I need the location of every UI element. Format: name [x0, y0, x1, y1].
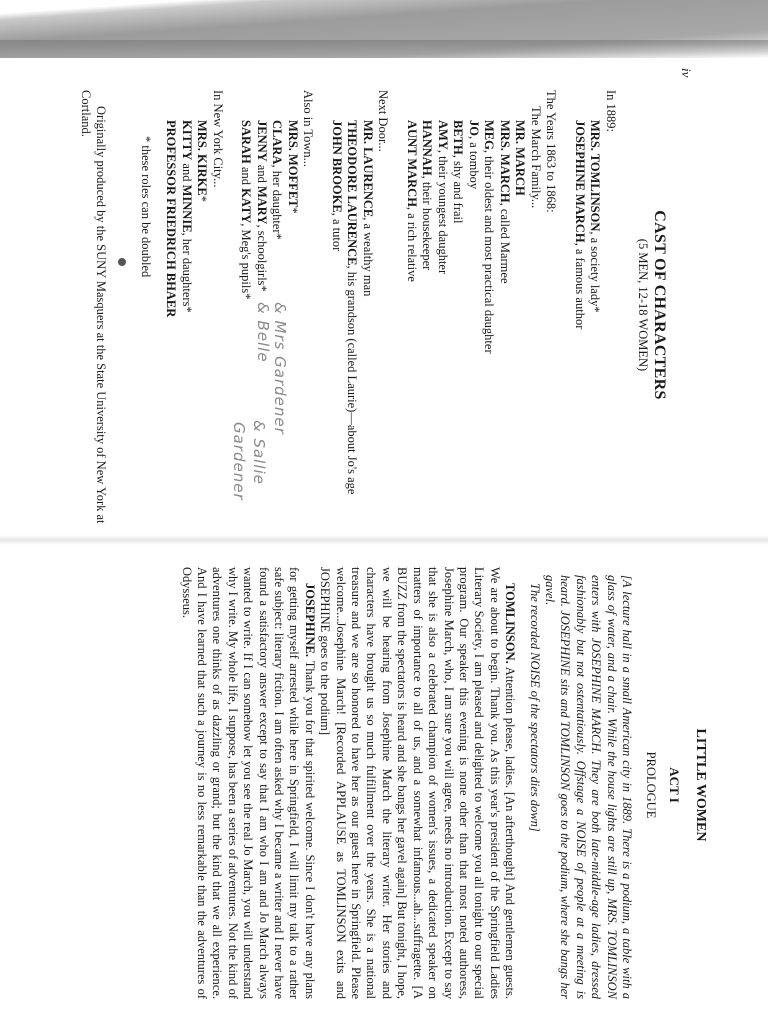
cast-entry: MR. MARCH: [513, 120, 528, 196]
prologue-page: [28, 555, 718, 1015]
cast-entry: HANNAH, their housekeeper: [420, 120, 435, 271]
speaker-name: JOSEPHINE.: [302, 583, 317, 657]
section-heading-1889: In 1889:: [604, 90, 618, 133]
dialogue: [178, 567, 317, 999]
scan-shadow: [0, 40, 768, 58]
cast-entry: PROFESSOR FRIEDRICH BHAER: [164, 120, 179, 318]
cast-entry: MEG, their oldest and most practical daughter: [482, 120, 497, 354]
stage-direction: The recorded NOISE of the spectators dies down]: [527, 583, 542, 832]
group-heading-march: The March Family...: [529, 106, 543, 209]
cast-entry: KITTY and MINNIE, her daughters*: [180, 120, 194, 313]
section-heading-1863: The Years 1863 to 1868:: [544, 90, 559, 213]
group-heading-next-door: Next Door...: [376, 90, 391, 152]
cast-page: [10, 70, 700, 540]
cast-entry: MRS. MOFFET*: [286, 120, 300, 214]
page-number: iv: [679, 68, 694, 78]
cast-entry: THEODORE LAURENCE, his grandson (called Laurie)—about Jo's age: [345, 120, 360, 495]
scene-heading: PROLOGUE: [644, 751, 658, 819]
running-title: LITTLE WOMEN: [693, 728, 708, 842]
cast-entry: SARAH and KATY, Meg's pupils*: [239, 120, 254, 300]
script-body: [178, 567, 634, 999]
act-heading: ACT I: [667, 767, 682, 803]
cast-entry: JO, a tomboy: [467, 120, 481, 190]
cast-entry: JOHN BROOKE, a tutor: [330, 120, 344, 252]
speech-text: Attention please, ladies. [An afterthought] And gentlemen guests. We are about to begin. Thank you. As this year's president of the Springfield Ladies Literary Society, I am pleased and delighted to welcome you all tonight to our special program. Our speaker this evening is none other than that most noted authoress, Josephine March, who, I am sure you will agree, needs no introduction. Except to say that she is also a celebrated champion of women's issues, a dedicated speaker on matters of importance to all of us, and a somewhat infamous...ah...suffragette. [A BUZZ from the spectators is heard and she bangs her gavel again] But tonight, I hope, we will be hearing from Josephine March the literary writer. Her stories and characters have brought us so much fulfillment over the years. She is a national treasure and we are so honored to have her as our guest here in Springfield. Please welcome...Josephine March! [Recorded APPLAUSE as TOMLINSON exits and JOSEPHINE goes to the podium]: [318, 567, 518, 999]
footnote: * these roles can be doubled: [139, 136, 153, 278]
cast-subtitle: (5 MEN, 12-18 WOMEN): [636, 238, 650, 372]
group-heading-town: Also in Town...: [301, 90, 316, 168]
cast-entry: CLARA, her daughter*: [270, 120, 285, 240]
dialogue: [317, 567, 517, 999]
cast-entry: JOSEPHINE MARCH, a famous author: [573, 120, 587, 330]
cast-entry: MRS. TOMLINSON, a society lady*: [588, 120, 603, 313]
ornament-dot: [114, 90, 130, 530]
speaker-name: TOMLINSON.: [503, 583, 518, 664]
stage-direction: [A lecture hall in a small American city in 1889. There is a podium, a table with a glass of water, and a chair. While the house lights are still up, MRS. TOMLINSON enters with JOSEPHINE MARCH. They are both late-middle-age ladies, dressed fashionably but not ostentatiously. Offstage a NOISE of people at a meeting is heard. JOSEPHINE sits and TOMLINSON goes to the podium, where she bangs her gavel.: [542, 575, 634, 999]
group-heading-nyc: In New York City...: [211, 90, 225, 188]
speech-text: Thank you for that spirited welcome. Since I don't have any plans for getting myself arrested while here in Springfield, I will limit my talk to a rather safe subject: literary fiction. I am often asked why I became a writer and I never have found a satisfactory answer except to say that I am who I am and Jo March always wanted to write. If I can somehow let you see the real Jo March, you will understand why I write. My whole life, I suppose, has been a series of adventures. Not the kind of adventures one thinks of as dazzling or grand; but the kind that we all experience. And I have learned that such a journey is no less remarkable than the adventures of Odysseus.: [179, 567, 317, 999]
cast-entry: MRS. MARCH, called Marmee: [498, 120, 512, 284]
handwritten-note: & Belle: [254, 302, 272, 363]
production-note: Originally produced by the SUNY Masquers at the State University of New York at Cortland.: [79, 90, 108, 524]
handwritten-note: & Mrs Gardener: [271, 302, 289, 435]
handwritten-note: & Sallie: [250, 420, 268, 485]
handwritten-note: Gardener: [230, 422, 248, 501]
cast-list: [114, 90, 618, 530]
cast-title: CAST OF CHARACTERS: [651, 210, 668, 400]
cast-entry: MRS. KIRKE*: [195, 120, 210, 202]
cast-entry: JENNY and MARY, schoolgirls*: [255, 120, 269, 292]
cast-entry: AUNT MARCH, a rich relative: [405, 120, 419, 282]
cast-entry: AMY, their youngest daughter: [436, 120, 450, 275]
cast-entry: BETH, shy and frail: [451, 120, 466, 224]
cast-entry: MR. LAURENCE, a wealthy man: [361, 120, 375, 297]
